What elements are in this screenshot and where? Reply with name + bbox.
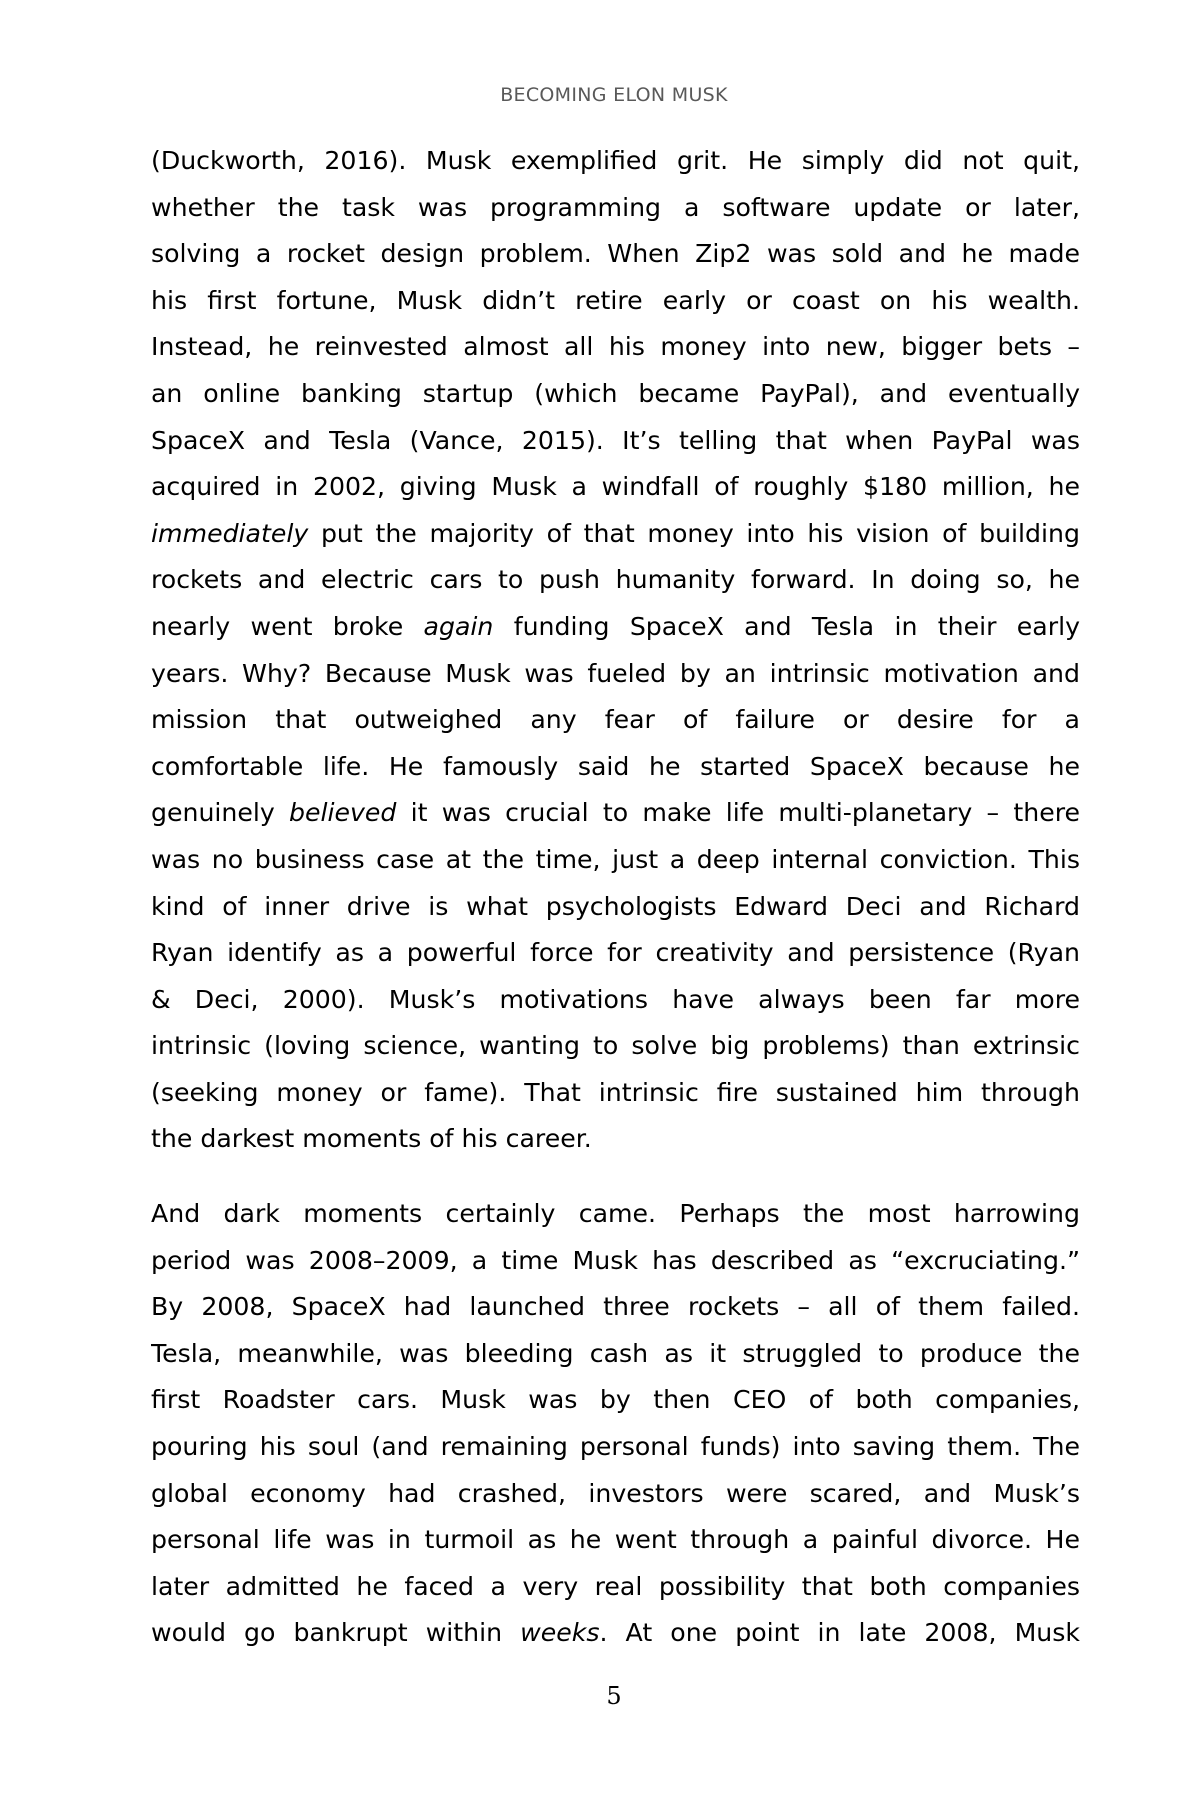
text-segment: acquired in 2002, giving Musk a windfall of roughly $180 million, he [151, 472, 1080, 502]
text-segment: Tesla, meanwhile, was bleeding cash as it struggled to produce the [151, 1338, 1080, 1368]
text-segment: period was 2008–2009, a time Musk has described as “excruciating.” [151, 1245, 1080, 1275]
paragraph-gap [151, 1163, 1080, 1191]
text-segment: kind of inner drive is what psychologists Edward Deci and Richard [151, 891, 1080, 921]
text-segment: personal life was in turmoil as he went through a painful divorce. He [151, 1525, 1080, 1555]
text-segment: And dark moments certainly came. Perhaps the most harrowing [151, 1199, 1080, 1229]
text-segment: rockets and electric cars to push humanity forward. In doing so, he [151, 565, 1080, 595]
text-segment: his first fortune, Musk didn’t retire early or coast on his wealth. [151, 285, 1080, 315]
text-line [151, 1284, 1080, 1331]
text-line [151, 930, 1080, 977]
text-segment: put the majority of that money into his vision of building [308, 518, 1080, 548]
text-line [151, 1116, 1080, 1163]
text-line [151, 1517, 1080, 1564]
text-segment: was no business case at the time, just a deep internal conviction. This [151, 844, 1080, 874]
text-line [151, 511, 1080, 558]
text-segment: (seeking money or fame). That intrinsic fire sustained him through [151, 1077, 1080, 1107]
text-segment: . At one point in late 2008, Musk [599, 1618, 1080, 1648]
text-line [151, 1023, 1080, 1070]
italic-text: immediately [151, 518, 309, 548]
text-segment: Ryan identify as a powerful force for creativity and persistence (Ryan [151, 938, 1080, 968]
text-line [151, 604, 1080, 651]
text-segment: (Duckworth, 2016). Musk exemplified grit. He simply did not quit, [151, 146, 1080, 175]
italic-text: believed [289, 798, 397, 828]
text-line [151, 464, 1080, 511]
text-segment: funding SpaceX and Tesla in their early [493, 611, 1080, 641]
text-line [151, 1238, 1080, 1285]
text-segment: it was crucial to make life multi-planetary – there [396, 798, 1080, 828]
text-segment: global economy had crashed, investors were scared, and Musk’s [151, 1478, 1080, 1508]
text-segment: years. Why? Because Musk was fueled by an intrinsic motivation and [151, 658, 1080, 688]
italic-text: again [423, 611, 494, 641]
text-segment: mission that outweighed any fear of failure or desire for a [151, 705, 1080, 735]
text-line [151, 744, 1080, 791]
text-line [151, 1424, 1080, 1471]
text-line [151, 418, 1080, 465]
text-line [151, 557, 1080, 604]
text-segment: later admitted he faced a very real possibility that both companies [151, 1571, 1080, 1601]
text-line [151, 138, 1080, 185]
text-segment: intrinsic (loving science, wanting to solve big problems) than extrinsic [151, 1031, 1080, 1061]
text-line [151, 278, 1080, 325]
text-line [151, 324, 1080, 371]
text-line [151, 1191, 1080, 1238]
text-line [151, 1331, 1080, 1378]
text-line [151, 884, 1080, 931]
text-line [151, 837, 1080, 884]
paragraph [151, 1191, 1080, 1657]
text-line [151, 977, 1080, 1024]
text-segment: an online banking startup (which became PayPal), and eventually [151, 378, 1080, 408]
text-segment: comfortable life. He famously said he started SpaceX because he [151, 751, 1080, 781]
text-segment: & Deci, 2000). Musk’s motivations have always been far more [151, 984, 1080, 1014]
text-line [151, 231, 1080, 278]
text-segment: Instead, he reinvested almost all his money into new, bigger bets – [151, 332, 1080, 362]
text-segment: first Roadster cars. Musk was by then CEO of both companies, [151, 1385, 1080, 1415]
text-segment: genuinely [151, 798, 290, 828]
text-line [151, 651, 1080, 698]
text-segment: whether the task was programming a software update or later, [151, 192, 1080, 222]
text-line [151, 371, 1080, 418]
text-segment: solving a rocket design problem. When Zip2 was sold and he made [151, 239, 1080, 269]
text-line [151, 1070, 1080, 1117]
text-segment: By 2008, SpaceX had launched three rockets – all of them failed. [151, 1292, 1080, 1322]
body-text [151, 138, 1080, 1657]
text-line [151, 1610, 1080, 1657]
text-segment: SpaceX and Tesla (Vance, 2015). It’s telling that when PayPal was [151, 425, 1080, 455]
text-line [151, 790, 1080, 837]
paragraph [151, 138, 1080, 1163]
text-segment: would go bankrupt within [151, 1618, 521, 1648]
text-line [151, 185, 1080, 232]
text-segment: pouring his soul (and remaining personal funds) into saving them. The [151, 1432, 1080, 1462]
text-line [151, 1471, 1080, 1518]
text-line [151, 697, 1080, 744]
running-header: BECOMING ELON MUSK [500, 84, 728, 106]
italic-text: weeks [520, 1618, 600, 1648]
text-segment: the darkest moments of his career. [151, 1124, 592, 1154]
text-line [151, 1564, 1080, 1611]
text-segment: nearly went broke [151, 611, 424, 641]
page-number: 5 [606, 1682, 622, 1710]
text-line [151, 1377, 1080, 1424]
